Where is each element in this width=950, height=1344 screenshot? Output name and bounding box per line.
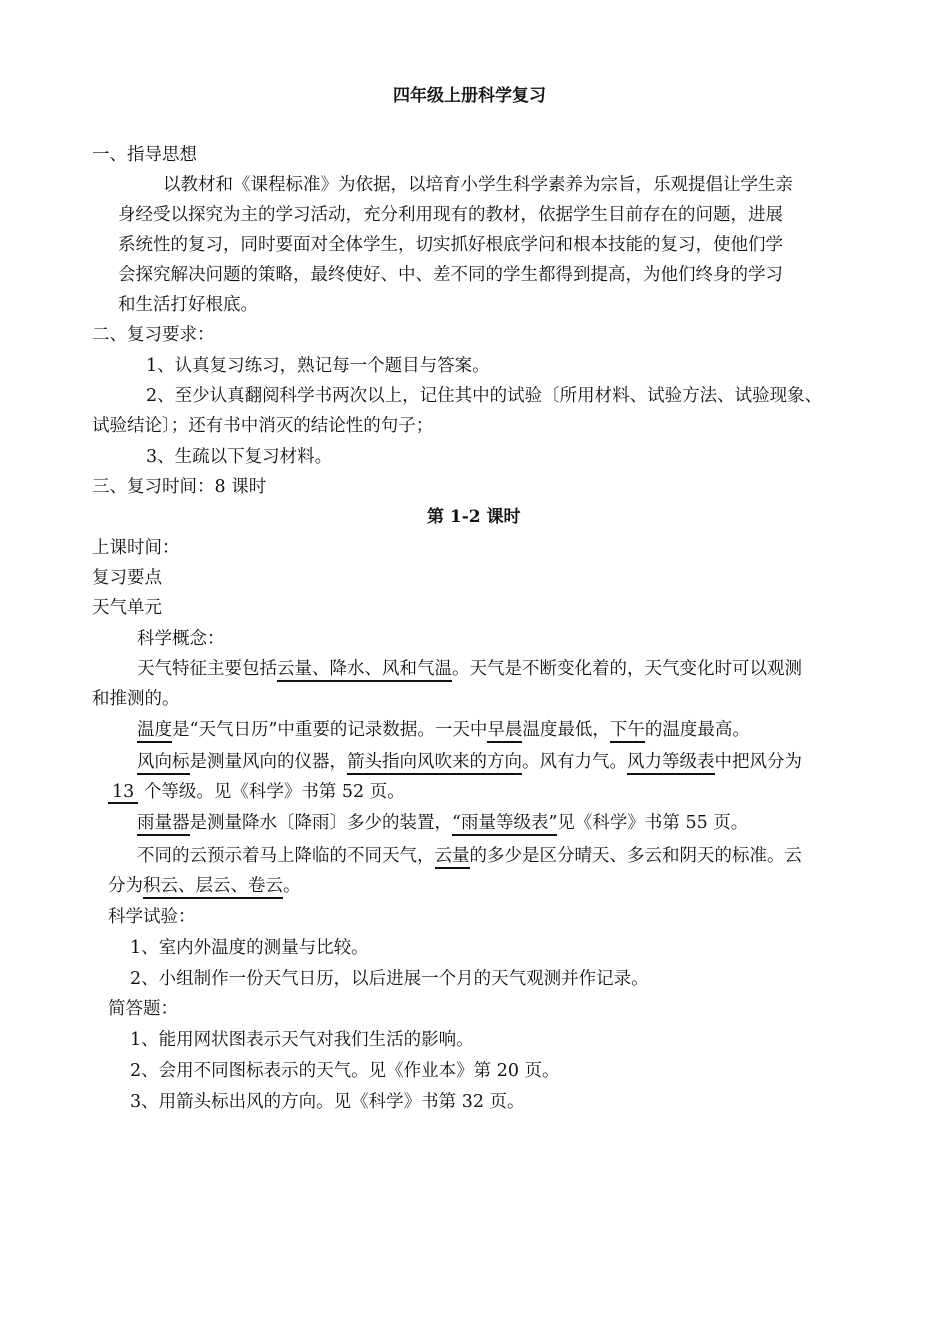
concept-paragraph-1-line-2: 和推测的。 <box>92 689 180 709</box>
underlined-term: 早晨 <box>487 720 522 743</box>
lesson-title: 第 1-2 课时 <box>427 507 521 527</box>
section-1-line-4: 会探究解决问题的策略，最终使好、中、差不同的学生都得到提高，为他们终身的学习 <box>118 265 783 285</box>
requirement-1: 1、认真复习练习，熟记每一个题目与答案。 <box>146 356 490 376</box>
section-1-line-1: 以教材和《课程标准》为依据，以培育小学生科学素养为宗旨，乐观提倡让学生亲 <box>163 175 793 195</box>
requirement-2-line-1: 2、至少认真翻阅科学书两次以上，记住其中的试验〔所用材料、试验方法、试验现象、 <box>146 386 823 406</box>
underlined-term: 13 <box>108 782 138 804</box>
concept-paragraph-5-line-2 <box>108 874 301 898</box>
concept-paragraph-1-line-1 <box>137 657 802 681</box>
class-time-label: 上课时间： <box>92 538 180 558</box>
text: 是“天气日历”中重要的记录数据。一天中 <box>172 720 488 740</box>
text: 的温度最高。 <box>644 720 750 740</box>
text: 。风有力气。 <box>522 752 627 772</box>
text: 见《科学》书第 55 页。 <box>557 813 749 833</box>
underlined-term: 风向标 <box>137 752 190 775</box>
section-1-line-5: 和生活打好根底。 <box>118 295 258 315</box>
section-2-heading: 二、复习要求： <box>92 325 215 345</box>
experiment-label: 科学试验： <box>108 907 196 927</box>
concept-paragraph-3-line-1 <box>137 750 802 774</box>
concept-paragraph-2 <box>137 718 750 742</box>
concept-paragraph-5-line-1 <box>137 844 802 868</box>
review-points-label: 复习要点 <box>92 568 162 588</box>
section-1-heading: 一、指导思想 <box>92 145 197 165</box>
text: 中把风分为 <box>714 752 802 772</box>
concept-paragraph-3-line-2 <box>108 780 405 804</box>
underlined-term: “雨量等级表” <box>452 813 557 836</box>
requirement-3: 3、生疏以下复习材料。 <box>146 447 333 467</box>
text: 个等级。见《科学》书第 52 页。 <box>143 782 405 802</box>
document-title: 四年级上册科学复习 <box>393 86 546 106</box>
requirement-2-line-2: 试验结论〕；还有书中消灭的结论性的句子； <box>92 416 434 436</box>
underlined-term: 温度 <box>137 720 172 743</box>
section-1-line-3: 系统性的复习，同时要面对全体学生，切实抓好根底学问和根本技能的复习，使他们学 <box>118 235 783 255</box>
text: 的多少是区分晴天、多云和阴天的标准。云 <box>469 846 802 866</box>
short-answer-label: 简答题： <box>108 999 178 1019</box>
experiment-1: 1、室内外温度的测量与比较。 <box>130 938 369 958</box>
short-answer-3: 3、用箭头标出风的方向。见《科学》书第 32 页。 <box>130 1092 525 1112</box>
section-1-line-2: 身经受以探究为主的学习活动，充分利用现有的教材，依据学生目前存在的问题，进展 <box>118 205 783 225</box>
underlined-term: 云量 <box>435 846 470 869</box>
underlined-term: 云量、降水、风和气温 <box>277 659 452 682</box>
text: 不同的云预示着马上降临的不同天气， <box>137 846 435 866</box>
short-answer-1: 1、能用网状图表示天气对我们生活的影响。 <box>130 1030 474 1050</box>
section-3-heading: 三、复习时间：8 课时 <box>92 477 267 497</box>
experiment-2: 2、小组制作一份天气日历，以后进展一个月的天气观测并作记录。 <box>130 969 649 989</box>
text: 温度最低， <box>522 720 610 740</box>
underlined-term: 箭头指向风吹来的方向 <box>347 752 522 775</box>
concept-label: 科学概念： <box>137 629 225 649</box>
underlined-term: 积云、层云、卷云 <box>143 876 283 899</box>
concept-paragraph-4 <box>137 811 748 835</box>
text: 分为 <box>108 876 143 896</box>
underlined-term: 雨量器 <box>137 813 190 836</box>
underlined-term: 风力等级表 <box>627 752 715 775</box>
text: 天气特征主要包括 <box>137 659 277 679</box>
text: 是测量降水〔降雨〕多少的装置， <box>189 813 452 833</box>
short-answer-2: 2、会用不同图标表示的天气。见《作业本》第 20 页。 <box>130 1061 560 1081</box>
text: 。 <box>283 876 301 896</box>
text: 。天气是不断变化着的，天气变化时可以观测 <box>452 659 802 679</box>
unit-title: 天气单元 <box>92 598 162 618</box>
underlined-term: 下午 <box>610 720 645 743</box>
text: 是测量风向的仪器， <box>189 752 347 772</box>
